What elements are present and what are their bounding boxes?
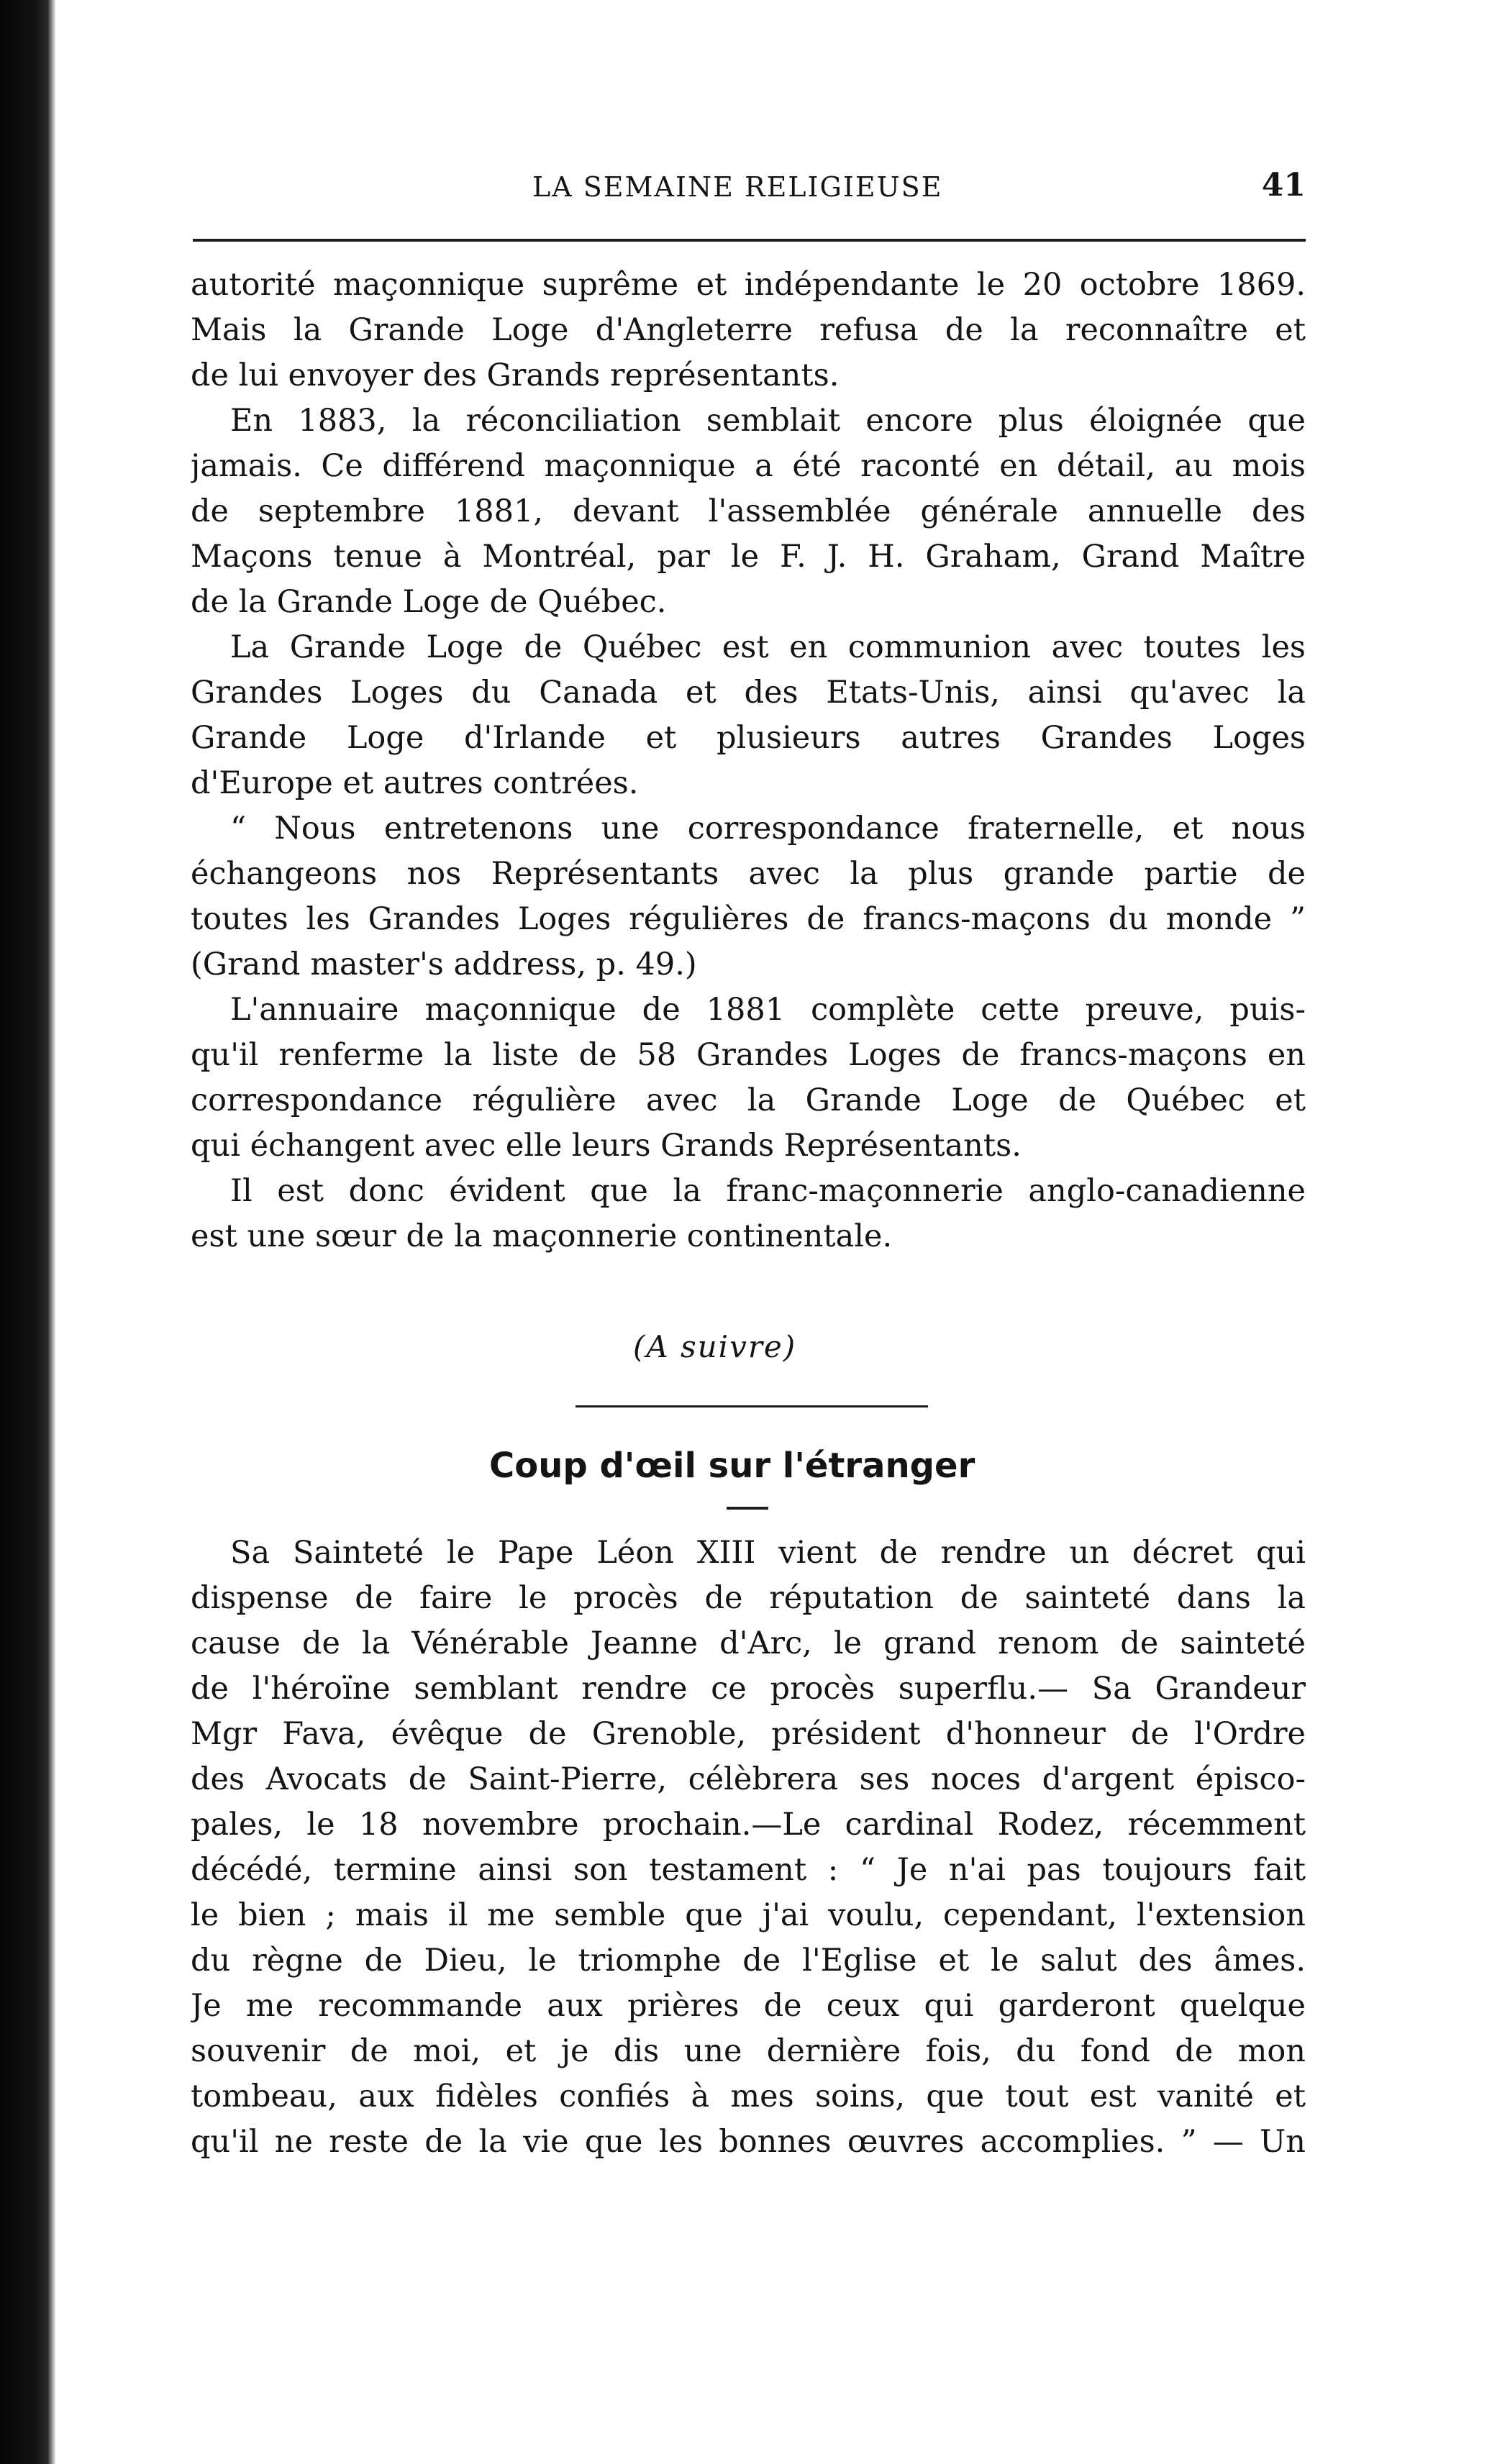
text-line: Je me recommande aux prières de ceux qui garderont quelque [191, 1988, 1306, 2024]
text-line: Mgr Fava, évêque de Grenoble, président d'honneur de l'Ordre [191, 1716, 1306, 1752]
text-line: autorité maçonnique suprême et indépendante le 20 octobre 1869. [191, 267, 1306, 303]
text-line: échangeons nos Représentants avec la plus grande partie de [191, 856, 1306, 892]
text-line: souvenir de moi, et je dis une dernière fois, du fond de mon [191, 2033, 1306, 2069]
text-line: (Grand master's address, p. 49.) [191, 946, 697, 982]
text-line: dispense de faire le procès de réputation de sainteté dans la [191, 1580, 1306, 1616]
title-dash [727, 1507, 768, 1510]
text-line: Sa Sainteté le Pape Léon XIII vient de rendre un décret qui [230, 1535, 1306, 1571]
text-line: Grande Loge d'Irlande et plusieurs autres Grandes Loges [191, 720, 1306, 756]
text-line: qu'il renferme la liste de 58 Grandes Loges de francs-maçons en [191, 1037, 1306, 1073]
news-paragraph [191, 1530, 1306, 2165]
text-line: de l'héroïne semblant rendre ce procès superflu.— Sa Grandeur [191, 1671, 1306, 1707]
running-title: LA SEMAINE RELIGIEUSE [532, 171, 943, 203]
text-line: de septembre 1881, devant l'assemblée générale annuelle des [191, 493, 1306, 529]
text-line: décédé, termine ainsi son testament : “ Je n'ai pas toujours fait [191, 1852, 1306, 1888]
scan-binding-edge [0, 0, 56, 2464]
text-line: L'annuaire maçonnique de 1881 complète cette preuve, puis- [230, 992, 1306, 1028]
text-line: le bien ; mais il me semble que j'ai voulu, cependant, l'extension [191, 1897, 1306, 1933]
text-line: “ Nous entretenons une correspondance fraternelle, et nous [230, 811, 1306, 847]
text-line: jamais. Ce différend maçonnique a été raconté en détail, au mois [191, 448, 1306, 484]
text-line: de la Grande Loge de Québec. [191, 584, 667, 620]
text-line: d'Europe et autres contrées. [191, 765, 639, 801]
continued-note: (A suivre) [633, 1329, 797, 1364]
text-line: cause de la Vénérable Jeanne d'Arc, le grand renom de sainteté [191, 1625, 1306, 1661]
section-title: Coup d'œil sur l'étranger [489, 1446, 975, 1486]
text-line: Il est donc évident que la franc-maçonnerie anglo-canadienne [230, 1173, 1306, 1209]
text-line: tombeau, aux fidèles confiés à mes soins, que tout est vanité et [191, 2079, 1306, 2114]
header-rule [193, 239, 1306, 242]
text-line: Mais la Grande Loge d'Angleterre refusa de la reconnaître et [191, 312, 1306, 348]
text-line: Maçons tenue à Montréal, par le F. J. H. Graham, Grand Maître [191, 539, 1306, 575]
page-number: 41 [1261, 167, 1306, 204]
text-line: est une sœur de la maçonnerie continentale. [191, 1218, 893, 1254]
section-separator [576, 1405, 928, 1407]
text-line: toutes les Grandes Loges régulières de francs-maçons du monde ” [191, 901, 1306, 937]
text-line: pales, le 18 novembre prochain.—Le cardinal Rodez, récemment [191, 1807, 1306, 1843]
text-line: du règne de Dieu, le triomphe de l'Eglise et le salut des âmes. [191, 1943, 1306, 1979]
text-line: qu'il ne reste de la vie que les bonnes œuvres accomplies. ” — Un [191, 2124, 1306, 2160]
text-line: En 1883, la réconciliation semblait encore plus éloignée que [230, 403, 1306, 439]
text-line: des Avocats de Saint-Pierre, célèbrera ses noces d'argent épisco- [191, 1761, 1306, 1797]
text-line: qui échangent avec elle leurs Grands Représentants. [191, 1128, 1022, 1164]
page-header [194, 167, 1306, 214]
text-line: Grandes Loges du Canada et des Etats-Unis, ainsi qu'avec la [191, 675, 1306, 711]
text-line: correspondance régulière avec la Grande Loge de Québec et [191, 1082, 1306, 1118]
text-line: de lui envoyer des Grands représentants. [191, 357, 840, 393]
text-line: La Grande Loge de Québec est en communion avec toutes les [230, 629, 1306, 665]
article-continuation [191, 263, 1306, 1259]
